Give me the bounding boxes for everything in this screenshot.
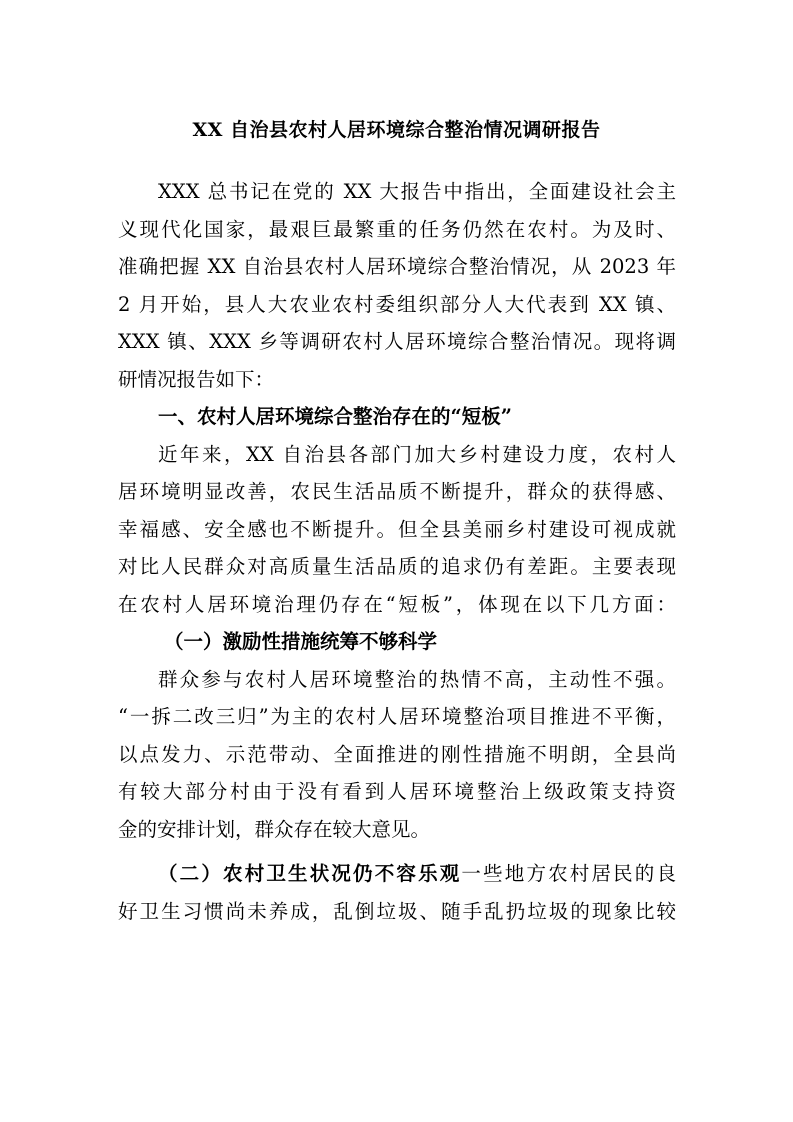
section1-line: 在农村人居环境治理仍存在“短板”，体现在以下几方面： [118,592,676,616]
intro-line: XXX 镇、XXX 乡等调研农村人居环境综合整治情况。现将调 [118,330,676,353]
section-heading: 一、农村人居环境综合整治存在的“短板” [158,405,512,428]
intro-line: 研情况报告如下： [118,367,275,391]
sub1-line: “一拆二改三归”为主的农村人居环境整治项目推进不平衡， [118,705,676,728]
subsection-heading: （二）农村卫生状况仍不容乐观 [158,862,462,885]
intro-line: 2 月开始，县人大农业农村委组织部分人大代表到 XX 镇、 [118,292,676,316]
section1-line: 对比人民群众对高质量生活品质的追求仍有差距。主要表现 [118,555,676,578]
intro-line: 准确把握 XX 自治县农村人居环境综合整治情况，从 2023 年 [118,255,676,278]
sub1-line: 以点发力、示范带动、全面推进的刚性措施不明朗，全县尚 [118,742,676,766]
sub1-line: 金的安排计划，群众存在较大意见。 [118,817,431,841]
sub1-line: 有较大部分村由于没有看到人居环境整治上级政策支持资 [118,780,676,803]
subsection-heading: （一）激励性措施统筹不够科学 [164,630,438,653]
sub2-line-rest: 一些地方农村居民的良 [461,862,676,885]
section1-line: 幸福感、安全感也不断提升。但全县美丽乡村建设可视成就 [118,517,676,541]
intro-line: 义现代化国家，最艰巨最繁重的任务仍然在农村。为及时、 [118,217,676,241]
section1-line: 近年来，XX 自治县各部门加大乡村建设力度，农村人 [158,442,676,466]
document-title: XX 自治县农村人居环境综合整治情况调研报告 [192,119,601,141]
document-body [118,173,676,930]
intro-line: XXX 总书记在党的 XX 大报告中指出，全面建设社会主 [158,180,676,203]
sub1-line: 群众参与农村人居环境整治的热情不高，主动性不强。 [158,667,676,691]
section1-line: 居环境明显改善，农民生活品质不断提升，群众的获得感、 [118,480,676,503]
sub2-first-line [118,855,676,893]
sub2-line: 好卫生习惯尚未养成，乱倒垃圾、随手乱扔垃圾的现象比较 [118,899,676,923]
